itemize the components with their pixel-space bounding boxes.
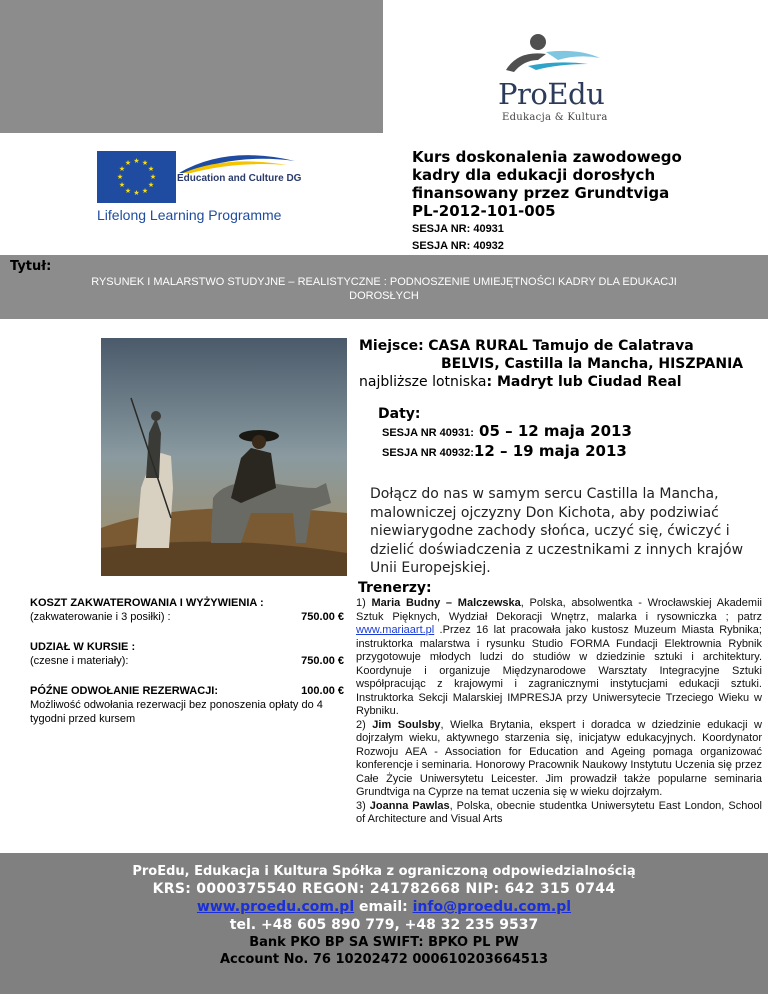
- trainer-entry: [356, 597, 762, 719]
- session-nr: SESJA NR 40931:: [382, 427, 474, 439]
- session-nr: SESJA NR 40932:: [382, 447, 474, 459]
- trainer-name: Maria Budny – Malczewska: [371, 597, 521, 609]
- cancellation-amount: 100.00 €: [301, 685, 344, 697]
- eu-swoosh-icon: [177, 151, 297, 175]
- date-row: [382, 442, 758, 462]
- svg-text:★: ★: [141, 187, 149, 195]
- svg-text:★: ★: [118, 165, 126, 173]
- trainer-number: 3): [356, 799, 366, 812]
- course-title-line: kadry dla edukacji dorosłych: [412, 166, 656, 184]
- accommodation-row: [30, 610, 344, 624]
- accommodation-label: KOSZT ZAKWATEROWANIA I WYŻYWIENIA :: [30, 597, 264, 609]
- phone-numbers: tel. +48 605 890 779, +48 32 235 9537: [229, 917, 539, 933]
- accommodation-note: (zakwaterowanie i 3 posiłki) :: [30, 611, 171, 623]
- course-fee-note: (czesne i materiały):: [30, 655, 129, 667]
- trainer-number: 1): [356, 597, 366, 609]
- trainer-entry: [356, 719, 762, 800]
- date-row: [382, 422, 758, 442]
- course-title-line: finansowany przez Grundtviga: [412, 184, 670, 202]
- header-gray-block: [0, 0, 383, 133]
- trainer-bio: , Polska, obecnie studentka Uniwersytetu East London, School of Architecture and Visual Arts: [356, 799, 762, 825]
- svg-text:★: ★: [116, 173, 124, 181]
- svg-text:★: ★: [118, 181, 126, 189]
- logo-name: ProEdu: [498, 77, 605, 111]
- contact-links: [0, 898, 768, 916]
- svg-text:★: ★: [133, 189, 140, 197]
- email-link[interactable]: info@proedu.com.pl: [412, 899, 572, 915]
- venue-location: BELVIS, Castilla la Mancha, HISZPANIA: [441, 356, 744, 372]
- accommodation-amount: 750.00 €: [301, 611, 344, 623]
- logo-tagline: Edukacja & Kultura: [502, 112, 608, 123]
- course-fee-amount: 750.00 €: [301, 655, 344, 667]
- session-number: SESJA NR: 40931: [412, 223, 504, 235]
- cancellation-note: Możliwość odwołania rezerwacji bez ponoszenia opłaty do 4 tygodni przed kursem: [30, 699, 323, 725]
- trainer-name: Jim Soulsby: [372, 718, 441, 731]
- bank-info: Bank PKO BP SA SWIFT: BPKO PL PW: [249, 935, 519, 950]
- course-title: RYSUNEK I MALARSTWO STUDYJNE – REALISTYCZNE : PODNOSZENIE UMIEJĘTNOŚCI KADRY DLA EDUKACJI DOROSŁYCH: [91, 276, 677, 302]
- trainer-entry: [356, 800, 762, 827]
- course-title-line: Kurs doskonalenia zawodowego: [412, 148, 682, 166]
- dates-section: [378, 406, 758, 462]
- proedu-swoosh-icon: [488, 30, 628, 80]
- session-dates: 05 – 12 maja 2013: [479, 422, 632, 440]
- venue-label: Miejsce:: [359, 338, 424, 354]
- email-label: email:: [354, 899, 413, 915]
- title-label: Tytuł:: [10, 259, 52, 274]
- trainer-bio: , Polska, absolwentka - Wrocławskiej Akademii Sztuk Pięknych, Wydział Dekoracji Wnętrz, malarka i rysowniczka ; patrz: [356, 597, 762, 623]
- trainer-bio: .Przez 16 lat pracowała jako kustosz Muzeum Miasta Rybnika; instruktorka malarstwa i rysunku Studio FORMA Fundacji Elektrownia Rybnik przygotowuje młodych ludzi do studiów w dziedzinie sztuki i architektury. Koordynuje i organizuje Międzynarodowe Warsztaty Integracyjne Sztuki współpracując z krajowymi i zagranicznymi instytucjami edukacji sztuki. Instruktorka Sekcji Malarskiej IMPRESJA przy Uniwersytecie Trzeciego Wieku w Rybniku.: [356, 624, 762, 717]
- session-number: SESJA NR: 40932: [412, 240, 504, 252]
- trainers-label: Trenerzy:: [358, 580, 432, 596]
- website-link[interactable]: www.proedu.com.pl: [196, 899, 355, 915]
- company-registry: KRS: 0000375540 REGON: 241782668 NIP: 642 315 0744: [152, 881, 616, 897]
- airports-label: najbliższe lotniska: [359, 374, 487, 390]
- session-dates: 12 – 19 maja 2013: [473, 442, 627, 460]
- cancellation-row: [30, 684, 344, 698]
- proedu-logo: [488, 30, 628, 130]
- trainer-bio: , Wielka Brytania, ekspert i doradca w dziedzinie edukacji w dojrzałym wieku, aktywnego starzenia się, inicjatyw edukacyjnych. Koordynator Rozwoju AEA - Association for Education and Ageing pomaga organizować konferencje i seminaria. Honorowy Pracownik Naukowy Instytutu Uczenia się przez Całe Życie Uniwersytetu Leicester. Jim prowadził także popularne seminaria Grundtviga na Cyprze na temat uczenia się w wieku dojrzałym.: [356, 718, 762, 798]
- footer: [0, 853, 768, 994]
- svg-text:★: ★: [133, 157, 140, 165]
- course-fee-label: UDZIAŁ W KURSIE :: [30, 641, 136, 653]
- airports-value: : Madryt lub Ciudad Real: [486, 374, 682, 390]
- svg-text:★: ★: [147, 181, 155, 189]
- course-info: [412, 148, 712, 254]
- svg-text:★: ★: [149, 173, 157, 181]
- trainer-number: 2): [356, 718, 366, 731]
- eu-dg-label: Education and Culture DG: [177, 173, 302, 184]
- svg-text:★: ★: [147, 165, 155, 173]
- eu-llp-logo: [97, 151, 302, 226]
- cancellation-label: PÓŹNE ODWOŁANIE REZERWACJI:: [30, 685, 219, 697]
- trainers-list: [356, 597, 762, 827]
- svg-text:★: ★: [124, 187, 132, 195]
- company-name: ProEdu, Edukacja i Kultura Spółka z ograniczoną odpowiedzialnością: [132, 864, 636, 879]
- account-number: Account No. 76 10202472 000610203664513: [219, 952, 549, 967]
- svg-text:★: ★: [141, 159, 149, 167]
- costs-section: [30, 596, 344, 726]
- course-code: PL-2012-101-005: [412, 202, 556, 220]
- venue-name: CASA RURAL Tamujo de Calatrava: [428, 338, 694, 354]
- title-band: [0, 255, 768, 319]
- mariaart-link[interactable]: www.mariaart.pl: [356, 624, 435, 636]
- eu-programme-label: Lifelong Learning Programme: [97, 207, 282, 223]
- course-fee-row: [30, 654, 344, 668]
- intro-text: Dołącz do nas w samym sercu Castilla la Mancha, malowniczej ojczyzny Don Kichota, aby podziwiać niewiarygodne zachody słońca, uczyć się, ćwiczyć i dzielić doświadczenia z uczestnikami z innych krajów Unii Europejskiej.: [370, 486, 744, 576]
- svg-text:★: ★: [124, 159, 132, 167]
- don-quixote-painting: [101, 338, 347, 576]
- trainer-name: Joanna Pawlas: [369, 799, 450, 812]
- dates-label: Daty:: [378, 406, 421, 422]
- eu-flag-icon: [97, 151, 176, 203]
- venue-section: [359, 337, 759, 391]
